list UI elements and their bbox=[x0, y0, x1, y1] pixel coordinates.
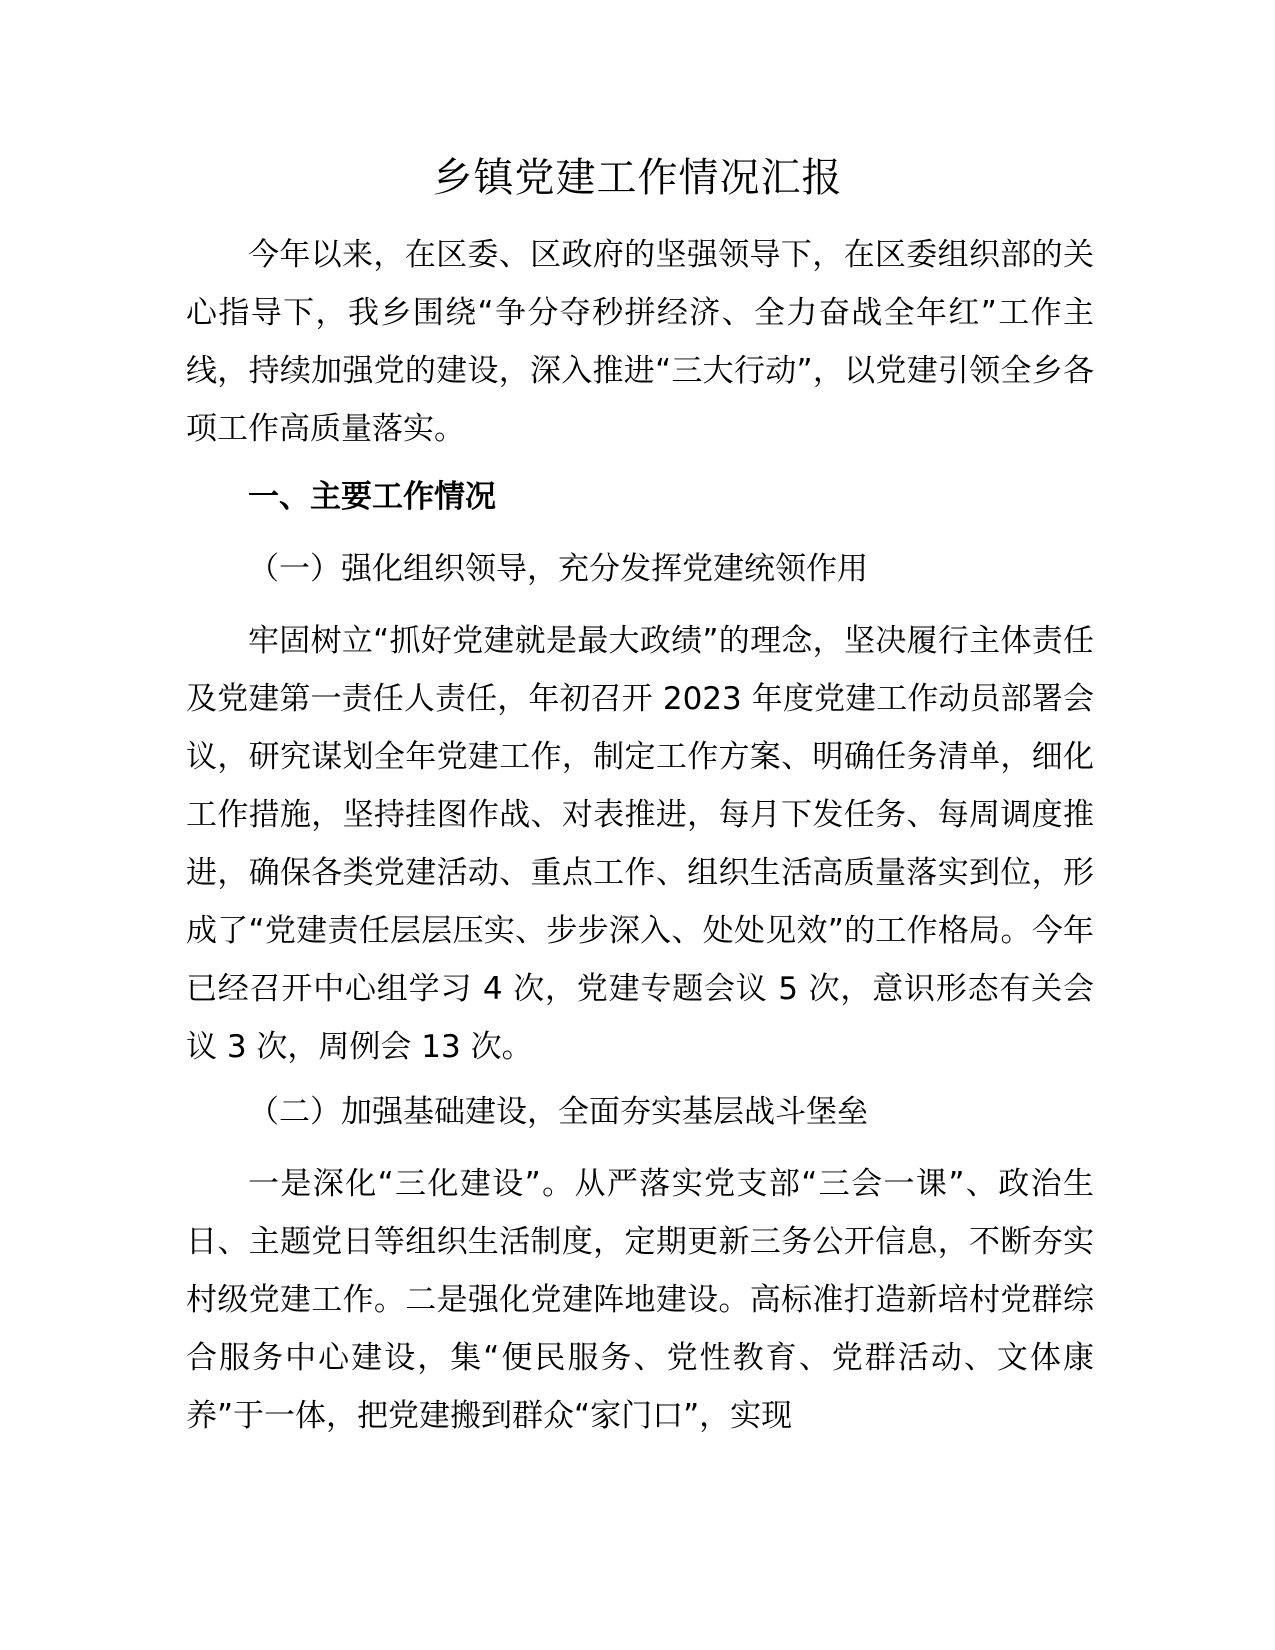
document-title: 乡镇党建工作情况汇报 bbox=[432, 155, 843, 201]
subsection-heading-foundation: （二）加强基础建设，全面夯实基层战斗堡垒 bbox=[248, 1094, 868, 1130]
subsection-heading-organization: （一）强化组织领导，充分发挥党建统领作用 bbox=[248, 551, 868, 587]
section-heading-main-work: 一、主要工作情况 bbox=[248, 479, 496, 515]
organization-paragraph: 牢固树立“抓好党建就是最大政绩”的理念，坚决履行主体责任及党建第一责任人责任，年初召开 2023 年度党建工作动员部署会议，研究谋划全年党建工作，制定工作方案、明确任务清单，细化工作措施，坚持挂图作战、对表推进，每月下发任务、每周调度推进，确保各类党建活动、重点工作、组织生活高质量落实到位，形成了“党建责任层层压实、步步深入、处处见效”的工作格局。今年已经召开中心组学习 4 次，党建专题会议 5 次，意识形态有关会议 3 次，周例会 13 次。 bbox=[186, 623, 1094, 1065]
intro-paragraph: 今年以来，在区委、区政府的坚强领导下，在区委组织部的关心指导下，我乡围绕“争分夺秒拼经济、全力奋战全年红”工作主线，持续加强党的建设，深入推进“三大行动”，以党建引领全乡各项工作高质量落实。 bbox=[186, 237, 1094, 447]
foundation-paragraph: 一是深化“三化建设”。从严落实党支部“三会一课”、政治生日、主题党日等组织生活制度，定期更新三务公开信息，不断夯实村级党建工作。二是强化党建阵地建设。高标准打造新培村党群综合服务中心建设，集“便民服务、党性教育、党群活动、文体康养”于一体，把党建搬到群众“家门口”，实现 bbox=[186, 1166, 1094, 1434]
